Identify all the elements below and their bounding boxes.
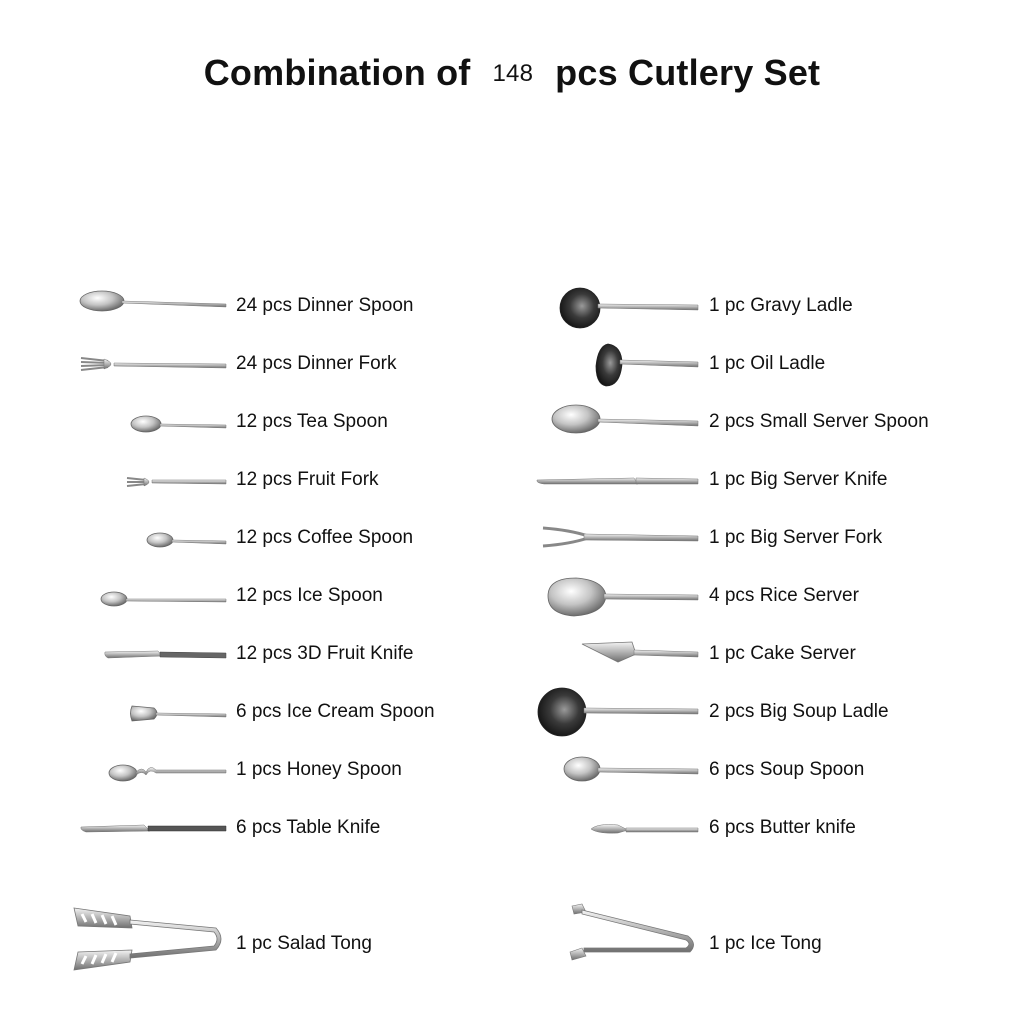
small-server-spoon-icon — [550, 402, 700, 436]
right-item-label: 2 pcs Small Server Spoon — [709, 411, 929, 432]
dinner-spoon-icon — [78, 286, 228, 316]
big-server-fork-icon — [540, 524, 700, 550]
ice-tong-icon — [566, 902, 700, 962]
soup-spoon-icon — [562, 754, 700, 784]
right-item-label: 6 pcs Butter knife — [709, 817, 856, 838]
fruit-knife-icon — [102, 646, 228, 664]
gravy-ladle-icon — [558, 286, 700, 330]
tea-spoon-icon — [128, 412, 228, 436]
right-item-label: 4 pcs Rice Server — [709, 585, 859, 606]
right-item-label: 1 pc Big Server Knife — [709, 469, 888, 490]
left-item-label: 12 pcs Ice Spoon — [236, 585, 383, 606]
honey-spoon-icon — [106, 760, 228, 784]
right-item-label: 1 pc Oil Ladle — [709, 353, 826, 374]
right-item-label: 2 pcs Big Soup Ladle — [709, 701, 889, 722]
title-suffix: pcs Cutlery Set — [555, 52, 821, 93]
rice-server-icon — [544, 574, 700, 618]
title-prefix: Combination of — [203, 52, 471, 93]
table-knife-icon — [78, 820, 228, 838]
right-item-label: 1 pc Cake Server — [709, 643, 856, 664]
left-item-label: 12 pcs Coffee Spoon — [236, 527, 414, 548]
right-item-label: 6 pcs Soup Spoon — [709, 759, 865, 780]
left-item-label: 12 pcs 3D Fruit Knife — [236, 643, 414, 664]
left-item-label: 6 pcs Table Knife — [236, 817, 381, 838]
left-item-label: 6 pcs Ice Cream Spoon — [236, 701, 435, 722]
fruit-fork-icon — [124, 472, 228, 492]
piece-count: 148 — [492, 60, 534, 87]
left-item-label: 12 pcs Fruit Fork — [236, 469, 379, 490]
coffee-spoon-icon — [144, 530, 228, 550]
oil-ladle-icon — [592, 340, 700, 390]
butter-knife-icon — [588, 820, 700, 838]
right-item-label: 1 pc Ice Tong — [709, 933, 822, 954]
big-soup-ladle-icon — [536, 686, 700, 738]
big-server-knife-icon — [534, 472, 700, 490]
left-item-label: 1 pc Salad Tong — [236, 933, 372, 954]
left-item-label: 1 pcs Honey Spoon — [236, 759, 402, 780]
ice-spoon-icon — [98, 588, 228, 610]
right-item-label: 1 pc Big Server Fork — [709, 527, 883, 548]
left-item-label: 12 pcs Tea Spoon — [236, 411, 388, 432]
right-item-label: 1 pc Gravy Ladle — [709, 295, 853, 316]
dinner-fork-icon — [78, 352, 228, 376]
left-item-label: 24 pcs Dinner Spoon — [236, 295, 414, 316]
salad-tong-icon — [70, 902, 228, 976]
ice-cream-spoon-icon — [128, 702, 228, 724]
page-title — [0, 52, 1024, 94]
cake-server-icon — [578, 640, 700, 666]
left-item-label: 24 pcs Dinner Fork — [236, 353, 397, 374]
